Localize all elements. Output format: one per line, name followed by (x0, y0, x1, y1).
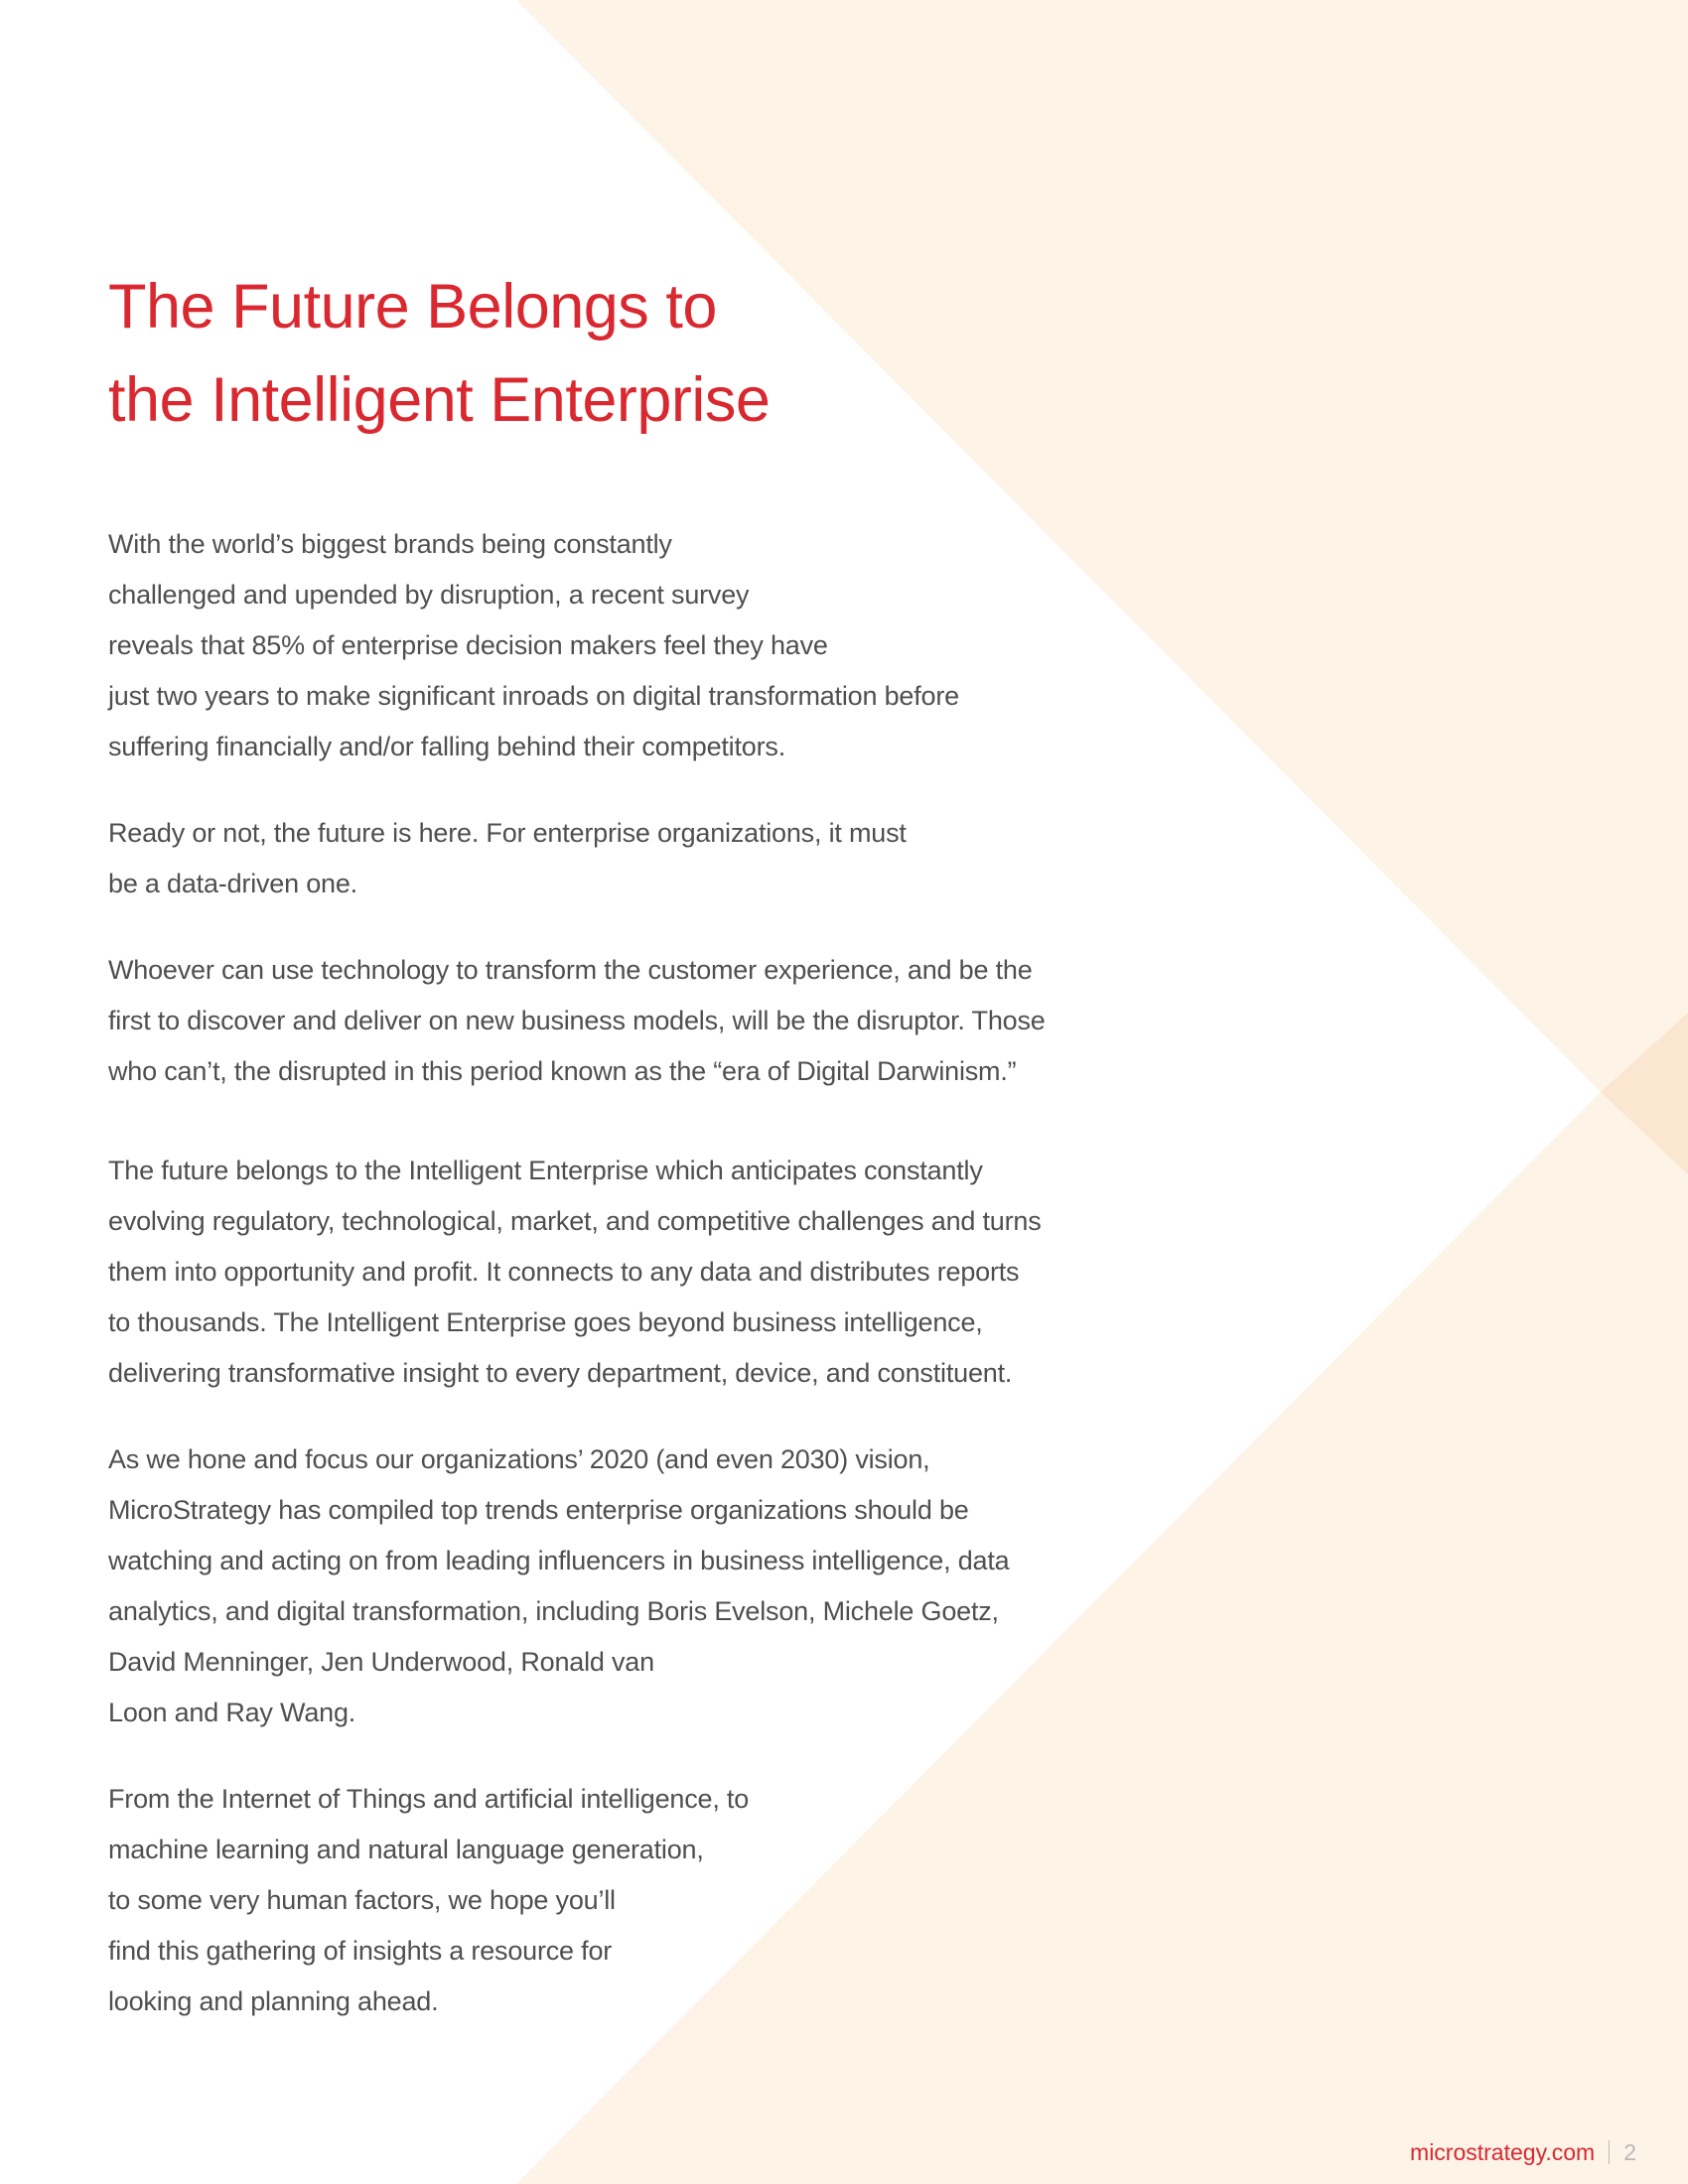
title-line: the Intelligent Enterprise (108, 365, 771, 435)
text-line: machine learning and natural language generation, (108, 1835, 704, 1864)
text-line: who can’t, the disrupted in this period known as the “era of Digital Darwinism.” (108, 1056, 1017, 1086)
text-line: looking and planning ahead. (108, 1986, 439, 2016)
page-number: 2 (1623, 2138, 1636, 2165)
text-line: From the Internet of Things and artificial intelligence, to (108, 1784, 750, 1814)
text-line: evolving regulatory, technological, market, and competitive challenges and turns (108, 1206, 1042, 1236)
text-line: be a data-driven one. (108, 869, 357, 898)
text-line: David Menninger, Jen Underwood, Ronald van (108, 1647, 654, 1677)
text-line: With the world’s biggest brands being constantly (108, 529, 672, 559)
title-line: The Future Belongs to (108, 272, 717, 341)
paragraph-intelligent-enterprise (108, 1146, 1151, 1399)
paragraph-disruptor (108, 945, 1151, 1097)
page-title (108, 260, 1151, 447)
page-content (108, 260, 1151, 2063)
text-line: The future belongs to the Intelligent Enterprise which anticipates constantly (108, 1156, 983, 1185)
text-line: to some very human factors, we hope you’ll (108, 1885, 616, 1915)
website-link[interactable]: microstrategy.com (1410, 2138, 1596, 2165)
paragraph-trends (108, 1434, 1151, 1738)
text-line: first to discover and deliver on new business models, will be the disruptor. Those (108, 1006, 1046, 1035)
text-line: find this gathering of insights a resource for (108, 1936, 613, 1966)
text-line: them into opportunity and profit. It connects to any data and distributes reports (108, 1257, 1020, 1287)
text-line: As we hone and focus our organizations’ 2020 (and even 2030) vision, (108, 1444, 930, 1474)
body-text (108, 519, 1151, 2027)
text-line: Loon and Ray Wang. (108, 1698, 356, 1727)
text-line: MicroStrategy has compiled top trends enterprise organizations should be (108, 1495, 969, 1525)
text-line: delivering transformative insight to every department, device, and constituent. (108, 1358, 1013, 1388)
paragraph-ready (108, 808, 1151, 909)
page-footer (1410, 2135, 1636, 2169)
text-line: Ready or not, the future is here. For enterprise organizations, it must (108, 818, 907, 848)
paragraph-closing (108, 1774, 1151, 2027)
paragraph-survey (108, 519, 1151, 772)
footer-divider (1609, 2140, 1610, 2164)
text-line: to thousands. The Intelligent Enterprise goes beyond business intelligence, (108, 1307, 983, 1337)
text-line: challenged and upended by disruption, a recent survey (108, 580, 750, 610)
text-line: suffering financially and/or falling behind their competitors. (108, 732, 785, 761)
text-line: just two years to make significant inroads on digital transformation before (108, 681, 959, 711)
text-line: reveals that 85% of enterprise decision makers feel they have (108, 630, 828, 660)
text-line: watching and acting on from leading influencers in business intelligence, data (108, 1546, 1010, 1575)
text-line: analytics, and digital transformation, including Boris Evelson, Michele Goetz, (108, 1596, 999, 1626)
text-line: Whoever can use technology to transform the customer experience, and be the (108, 955, 1033, 985)
